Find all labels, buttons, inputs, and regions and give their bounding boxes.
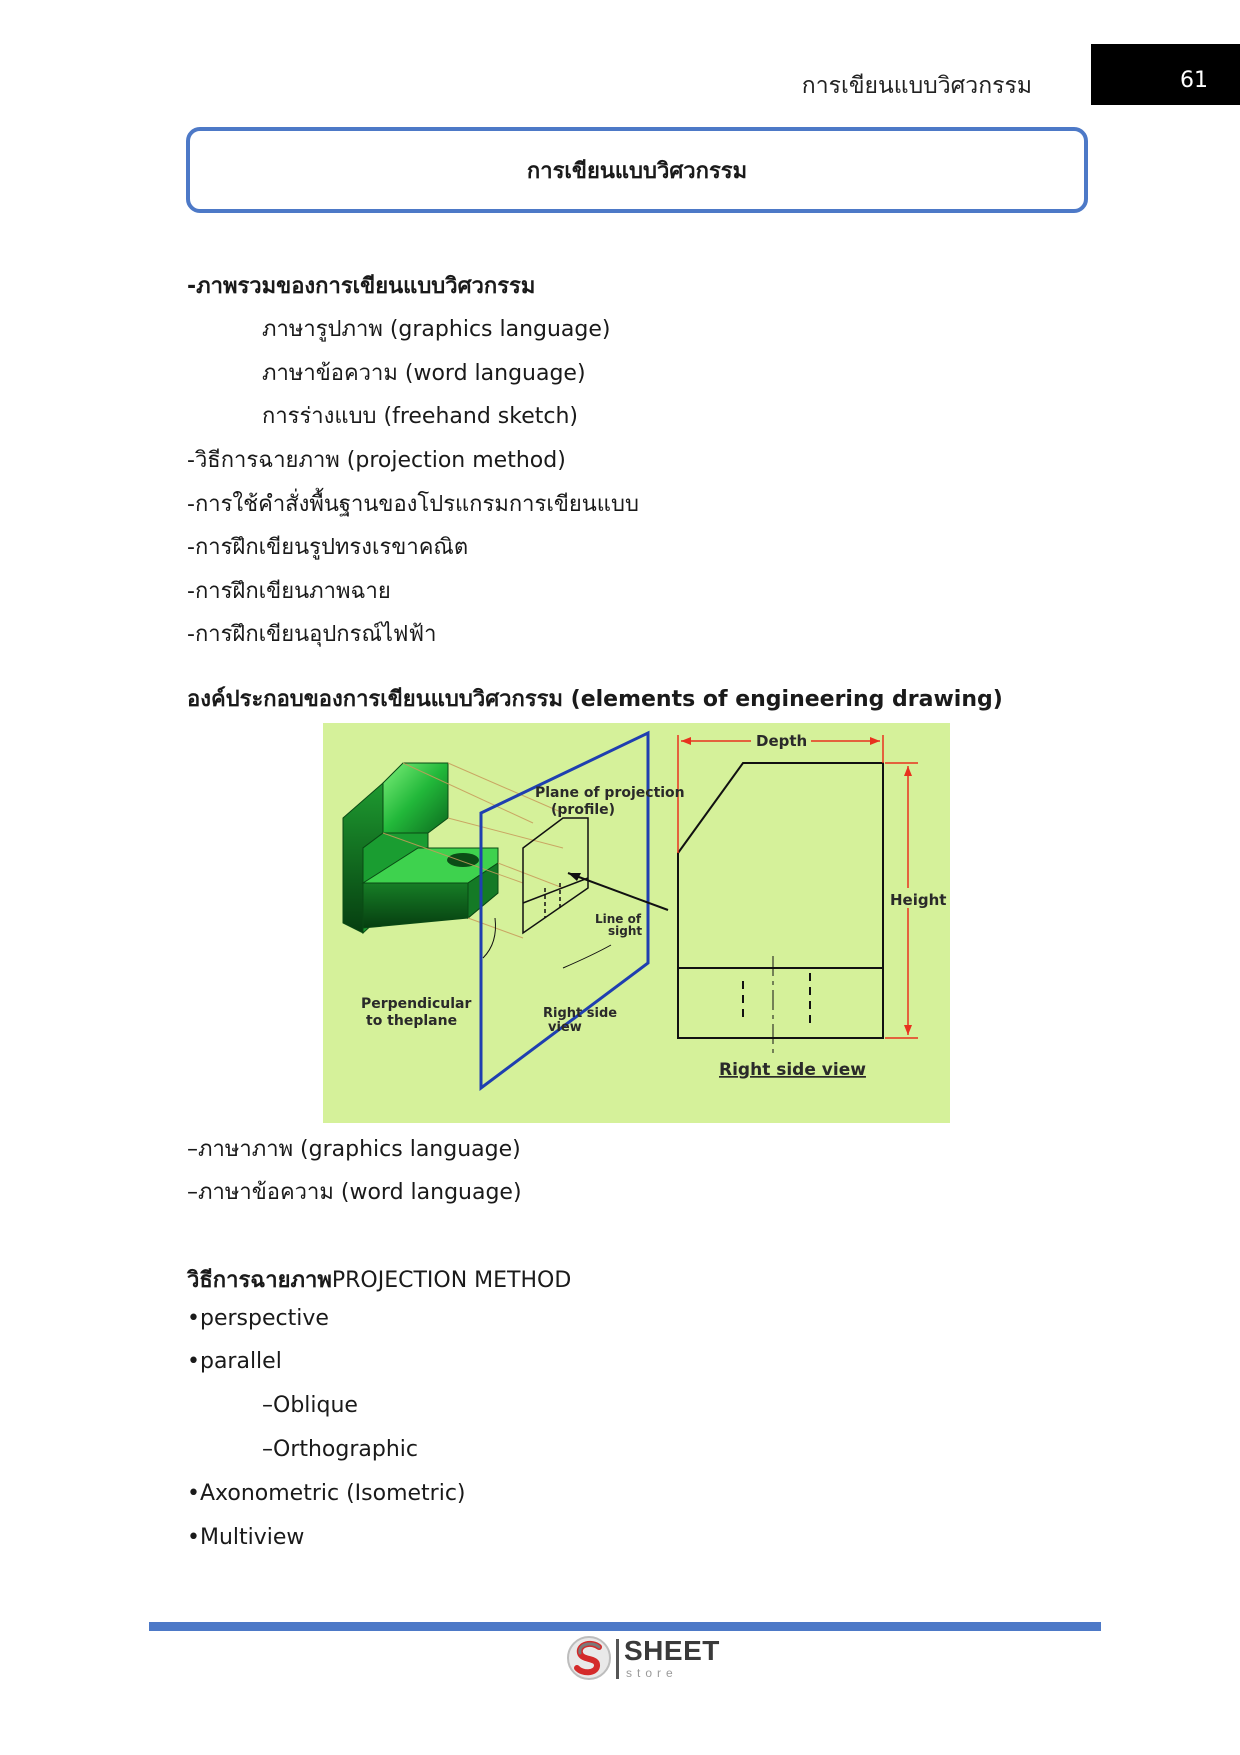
running-header-title: การเขียนแบบวิศวกรรม (801, 73, 1032, 99)
line-of-sight-label-1: Line of (595, 912, 642, 926)
footer-rule (149, 1622, 1101, 1631)
right-side-small-label-2: view (548, 1020, 582, 1035)
overview-item: -การฝึกเขียนอุปกรณ์ไฟฟ้า (187, 622, 437, 647)
elements-heading: องค์ประกอบของการเขียนแบบวิศวกรรม (elements of engineering drawing) (187, 687, 1003, 712)
overview-sub-item: ภาษารูปภาพ (graphics language) (262, 317, 611, 342)
chapter-title: การเขียนแบบวิศวกรรม (526, 158, 748, 184)
line-of-sight-label-2: sight (608, 924, 643, 938)
projection-heading (187, 1262, 571, 1297)
logo-store-text: store (626, 1666, 678, 1680)
plane-label-1: Plane of projection (535, 785, 685, 801)
projection-heading-english: PROJECTION METHOD (331, 1268, 572, 1293)
projection-figure (323, 723, 950, 1123)
language-item: –ภาษาภาพ (graphics language) (187, 1137, 521, 1162)
projection-diagram (323, 723, 950, 1123)
projection-item: •perspective (187, 1306, 329, 1331)
overview-item: -การฝึกเขียนรูปทรงเรขาคณิต (187, 535, 469, 560)
logo-s-icon (566, 1635, 612, 1681)
logo-divider (616, 1639, 619, 1679)
perpendicular-label-2: to theplane (366, 1013, 458, 1029)
projection-sub-item: –Orthographic (262, 1437, 418, 1462)
right-side-view-label: Right side view (719, 1060, 866, 1080)
logo-sheet-text: SHEET (624, 1635, 720, 1666)
projection-item: •Axonometric (Isometric) (187, 1481, 466, 1506)
height-label: Height (890, 891, 947, 909)
depth-label: Depth (756, 732, 808, 750)
projection-sub-item: –Oblique (262, 1393, 358, 1418)
right-side-view-drawing (678, 763, 883, 1053)
overview-heading: -ภาพรวมของการเขียนแบบวิศวกรรม (187, 274, 536, 299)
plane-label-2: (profile) (551, 802, 616, 818)
language-item: –ภาษาข้อความ (word language) (187, 1180, 522, 1205)
sheet-store-logo (562, 1633, 722, 1685)
overview-sub-item: การร่างแบบ (freehand sketch) (262, 404, 578, 429)
overview-sub-item: ภาษาข้อความ (word language) (262, 361, 586, 386)
page-number: 61 (1180, 68, 1208, 93)
chapter-title-box (186, 127, 1088, 213)
overview-item: -การฝึกเขียนภาพฉาย (187, 579, 391, 604)
overview-item: -การใช้คำสั่งพื้นฐานของโปรแกรมการเขียนแบบ (187, 492, 639, 517)
projection-heading-thai: วิธีการฉายภาพ (187, 1268, 332, 1293)
projection-item: •Multiview (187, 1525, 305, 1550)
page-number-box (1091, 44, 1240, 105)
overview-item: -วิธีการฉายภาพ (projection method) (187, 448, 566, 473)
perpendicular-label-1: Perpendicular (361, 996, 472, 1012)
isometric-object (343, 763, 498, 933)
projection-item: •parallel (187, 1349, 282, 1374)
right-side-small-label-1: Right side (543, 1006, 618, 1021)
